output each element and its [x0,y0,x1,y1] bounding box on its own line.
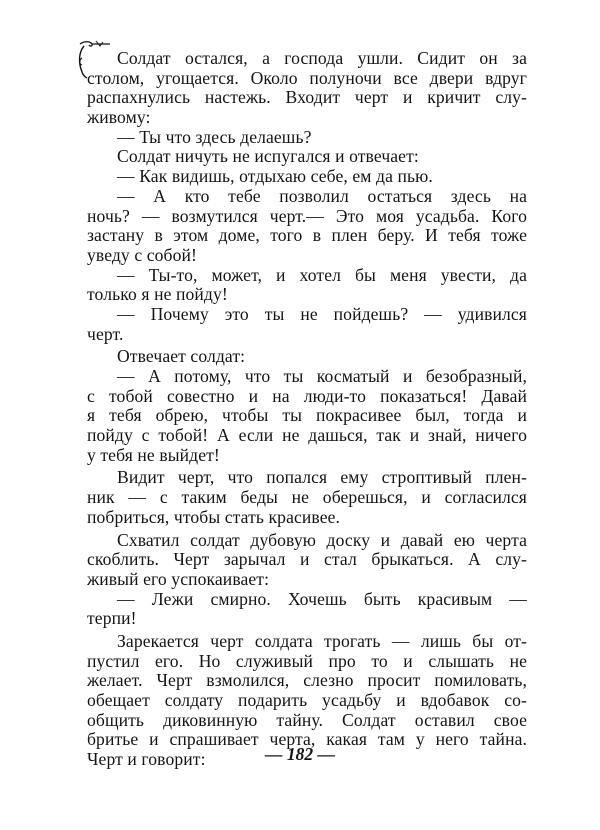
text-line: пойду с тобой! А если не дашься, так и знай, ничего [87,425,527,446]
text-line: — А потому, что ты косматый и безобразный, [117,366,527,386]
text-line: терпи! [87,608,137,629]
story-text [87,49,527,770]
text-line: — Лежи смирно. Хочешь быть красивым — [117,588,527,609]
text-line: скоблить. Черт зарычал и стал брыкаться. А слу- [87,549,527,570]
text-line: Солдат остался, а господа ушли. Сидит он за [117,48,527,68]
text-line: Отвечает солдат: [117,346,246,367]
text-line: — Почему это ты не пойдешь? — удивился [117,303,527,324]
text-line: обещает солдату подарить усадьбу и вдобавок со- [87,690,527,710]
text-line: — Как видишь, отдыхаю себе, ем да пью. [117,166,433,187]
text-line: — А кто тебе позволил остаться здесь на [117,185,527,206]
text-line: застану в этом доме, того в плен беру. И тебя тоже [87,225,527,246]
page-number: — 182 — [265,744,335,764]
text-line: уведу с собой! [87,244,197,265]
text-line: столом, угощается. Около полуночи все двери вдруг [87,67,527,88]
text-line: — Ты что здесь делаешь? [117,126,312,147]
text-line: живый его успокаивает: [87,568,270,589]
text-line: бритье и спрашивает черта, какая там у него тайна. [87,729,527,750]
text-line: черт. [87,323,124,344]
text-line: ночь? — возмутился черт.— Это моя усадьба. Кого [87,205,527,226]
text-line: Солдат ничуть не испугался и отвечает: [117,146,419,167]
text-line: пустил его. Но служивый про то и слышать не [87,650,527,671]
text-line: ник — с таким беды не оберешься, и согласился [87,487,527,508]
text-line: Зарекается черт солдата трогать — лишь бы от- [117,630,527,651]
text-line: с тобой совестно и на люди-то показаться! Давай [87,385,527,406]
text-line: только я не пойду! [87,284,228,305]
text-line: живому: [87,107,151,128]
text-line: — Ты-то, может, и хотел бы меня увести, да [117,264,527,285]
text-line: Видит черт, что попался ему строптивый плен- [117,467,527,488]
text-line: распахнулись настежь. Входит черт и кричит слу- [87,87,527,108]
text-line: желает. Черт взмолился, слезно просит помиловать, [87,670,527,691]
text-line: Схватил солдат дубовую доску и давай ею черта [117,529,527,550]
text-line: общить диковинную тайну. Солдат оставил свое [87,709,527,730]
text-line: у тебя не выйдет! [87,444,220,465]
text-line: я тебя обрею, чтобы ты покрасивее был, тогда и [87,405,527,426]
text-line: Черт и говорит: [87,749,206,770]
text-line: побриться, чтобы стать красивее. [87,506,341,527]
